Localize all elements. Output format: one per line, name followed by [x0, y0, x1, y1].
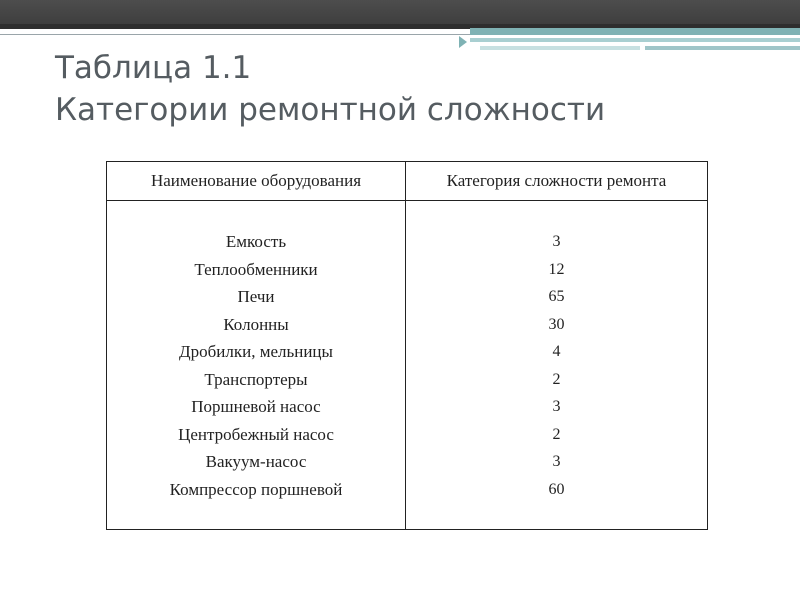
- equipment-cell: Компрессор поршневой: [169, 479, 343, 499]
- equipment-cell: Дробилки, мельницы: [179, 342, 333, 361]
- category-cell: 2: [552, 370, 561, 388]
- equipment-cell: Центробежный насос: [178, 424, 334, 444]
- category-cell: 60: [548, 480, 565, 498]
- equipment-cell: Теплообменники: [194, 259, 318, 279]
- equipment-cell: Емкость: [225, 232, 287, 251]
- category-cell: 3: [552, 398, 561, 415]
- accent-bar-4: [645, 46, 800, 50]
- accent-bar-1: [470, 28, 800, 35]
- repair-complexity-table: [106, 161, 708, 530]
- accent-bar-2: [470, 38, 800, 42]
- category-cell: 12: [548, 260, 565, 278]
- equipment-column: [107, 228, 405, 503]
- category-cell: 2: [552, 425, 561, 443]
- category-cell: 3: [552, 233, 561, 250]
- header-divider: [107, 200, 707, 201]
- title-line-2: Категории ремонтной сложности: [55, 92, 606, 128]
- category-cell: 4: [552, 343, 561, 360]
- category-cell: 3: [552, 453, 561, 470]
- title-line-1: Таблица 1.1: [55, 50, 252, 86]
- equipment-cell: Транспортеры: [204, 369, 308, 389]
- equipment-cell: Вакуум-насос: [205, 452, 307, 471]
- category-cell: 65: [548, 288, 565, 305]
- equipment-cell: Поршневой насос: [191, 397, 321, 416]
- divider-line: [0, 34, 470, 35]
- category-cell: 30: [548, 315, 565, 333]
- slide-title: [55, 47, 605, 131]
- equipment-cell: Печи: [237, 287, 275, 306]
- header-category: Категория сложности ремонта: [446, 171, 667, 190]
- category-column: [406, 228, 707, 503]
- equipment-cell: Колонны: [223, 314, 289, 334]
- header-equipment: Наименование оборудования: [150, 171, 362, 190]
